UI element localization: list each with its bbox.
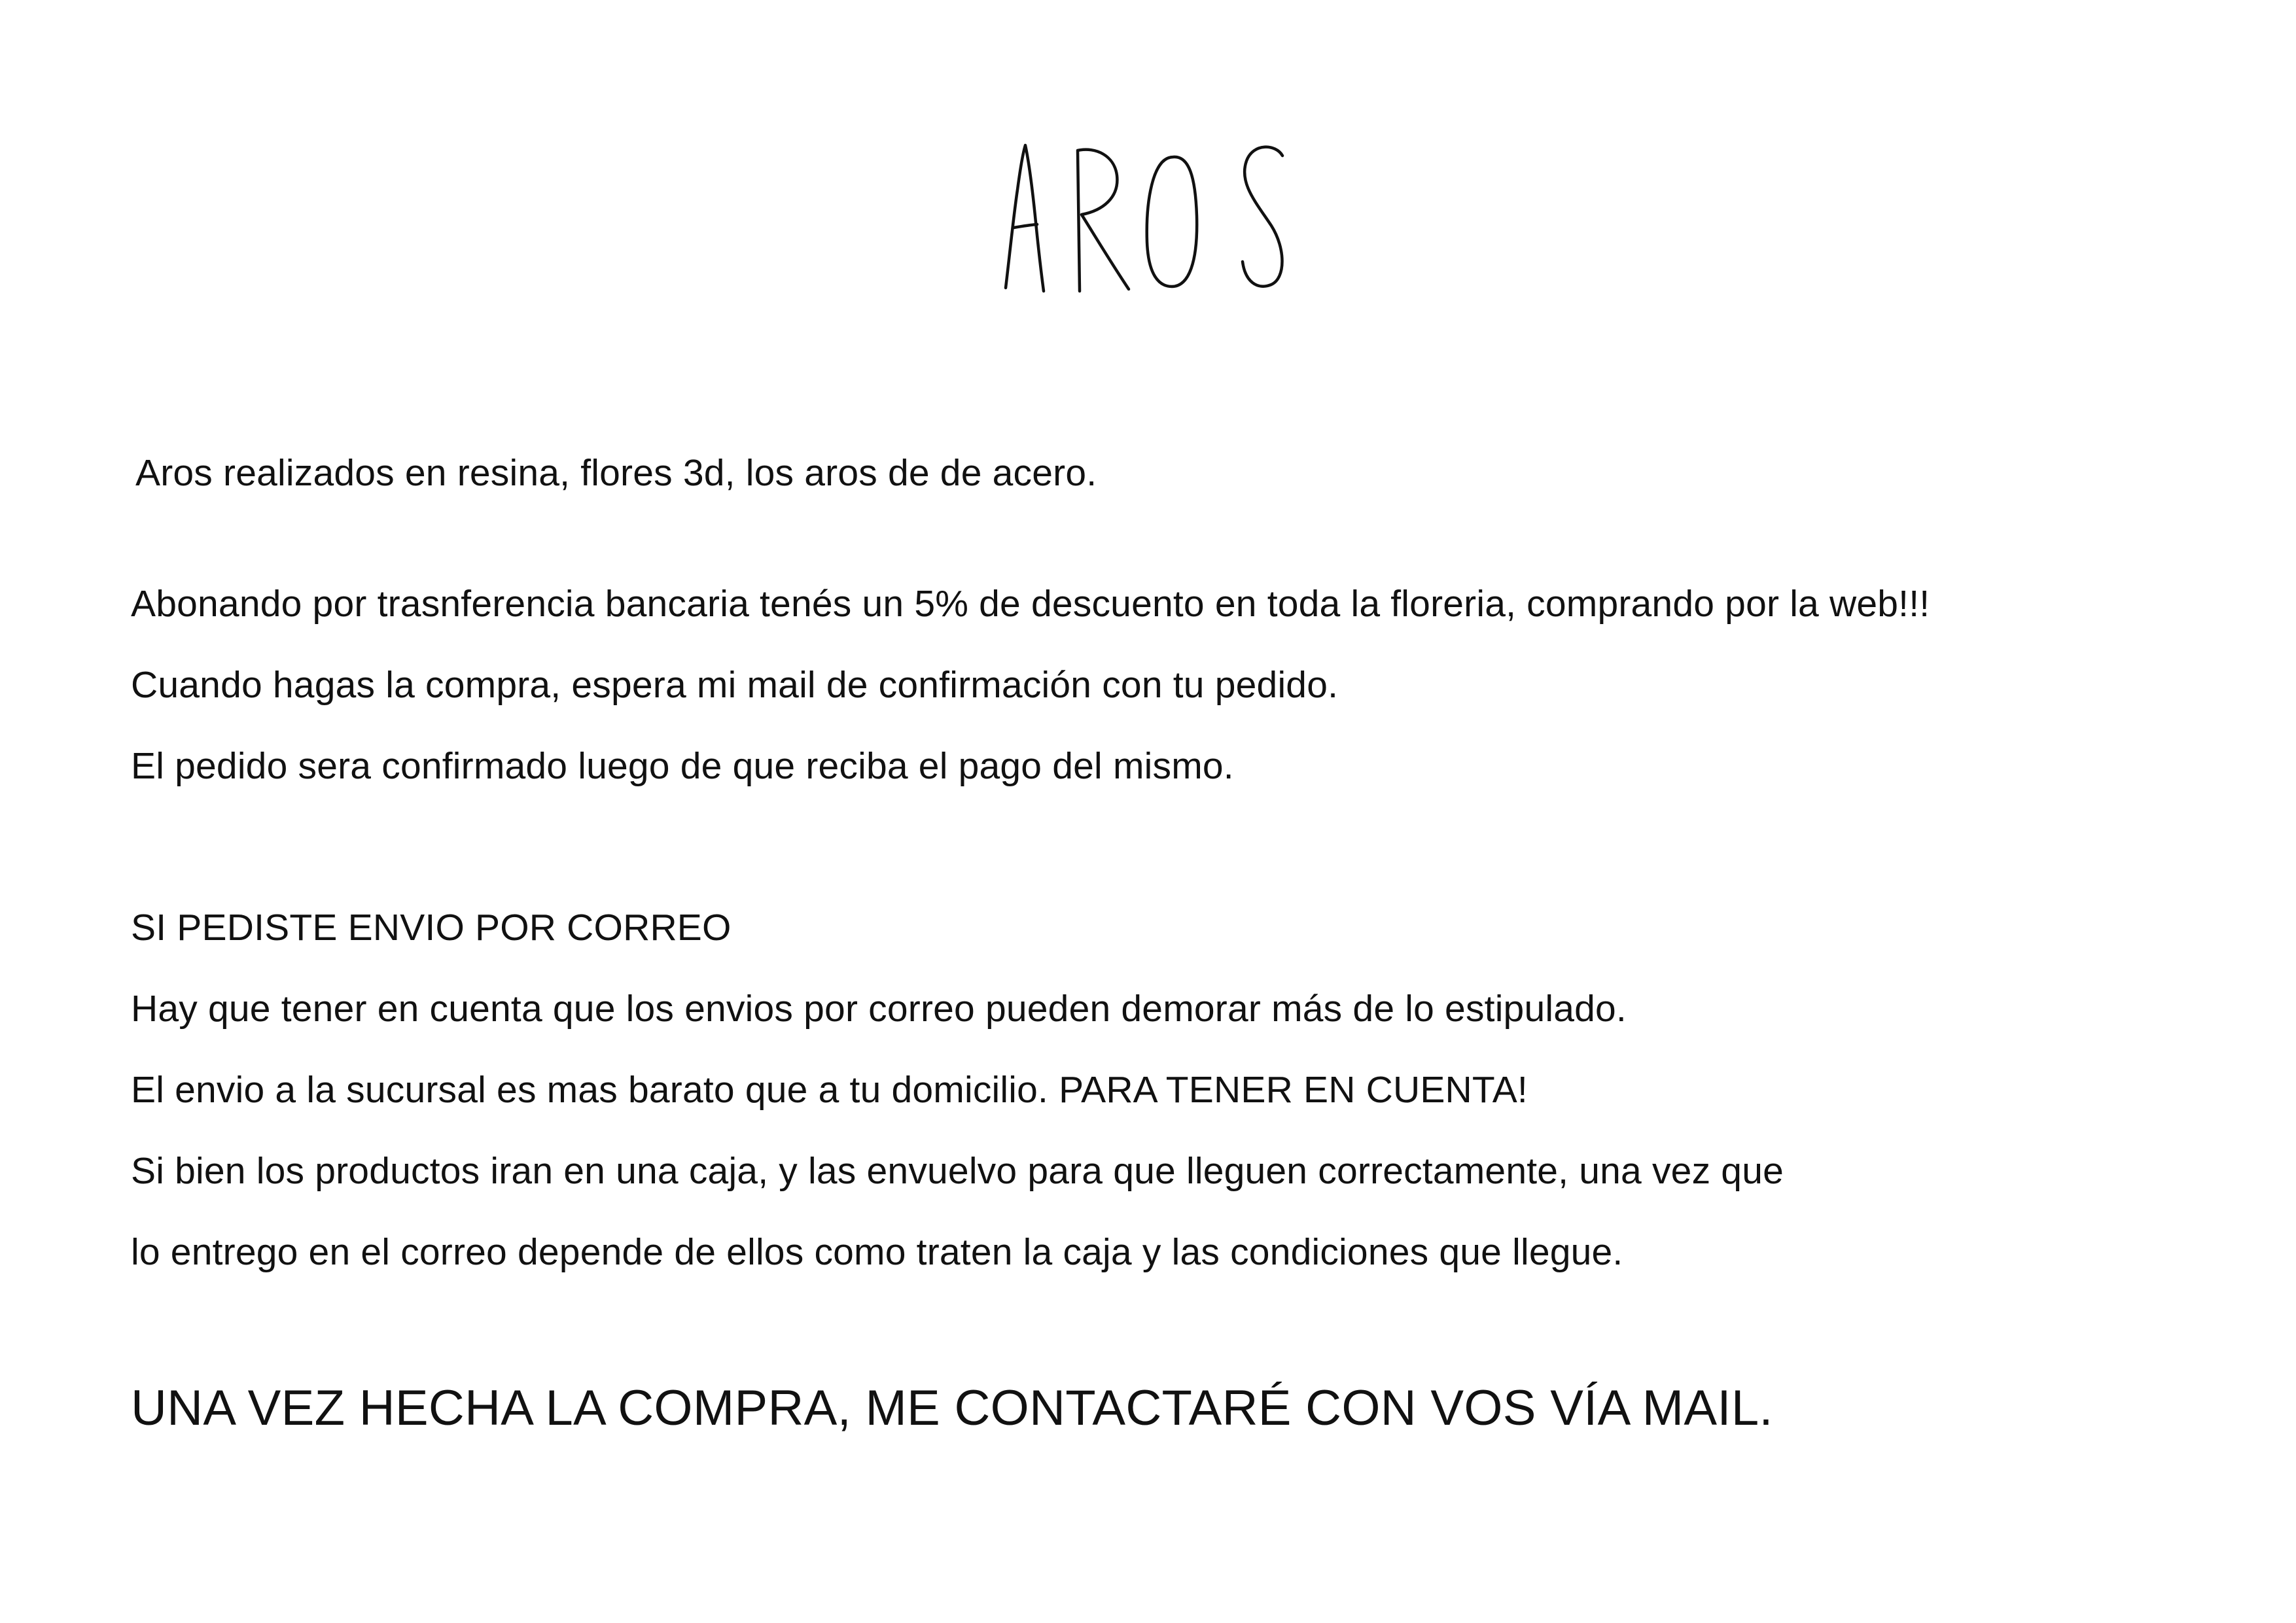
- shipping-line: lo entrego en el correo depende de ellos como traten la caja y las condiciones que llegue.: [131, 1231, 1623, 1273]
- handwritten-title: [998, 137, 1299, 301]
- handwritten-title-art: [998, 137, 1299, 301]
- shipping-line: Si bien los productos iran en una caja, y las envuelvo para que lleguen correctamente, una vez que: [131, 1150, 1784, 1192]
- discount-text: Abonando por trasnferencia bancaria tenés un 5% de descuento en toda la floreria, comprando por la web!!!: [131, 583, 1930, 625]
- closing-note: UNA VEZ HECHA LA COMPRA, ME CONTACTARÉ CON VOS VÍA MAIL.: [131, 1380, 1773, 1436]
- title-letter-s: [1243, 147, 1282, 287]
- shipping-heading: SI PEDISTE ENVIO POR CORREO: [131, 907, 732, 949]
- payment-text: El pedido sera confirmado luego de que reciba el pago del mismo.: [131, 745, 1234, 787]
- product-description: Aros realizados en resina, flores 3d, los aros de de acero.: [135, 452, 1097, 494]
- shipping-line: El envio a la sucursal es mas barato que a tu domicilio. PARA TENER EN CUENTA!: [131, 1069, 1528, 1111]
- title-letter-a-bar: [1014, 224, 1037, 228]
- shipping-line: Hay que tener en cuenta que los envios por correo pueden demorar más de lo estipulado.: [131, 988, 1627, 1030]
- title-letter-a: [1006, 145, 1044, 291]
- title-letter-r: [1078, 150, 1129, 291]
- confirmation-text: Cuando hagas la compra, espera mi mail de confirmación con tu pedido.: [131, 664, 1339, 706]
- title-letter-o: [1147, 157, 1197, 287]
